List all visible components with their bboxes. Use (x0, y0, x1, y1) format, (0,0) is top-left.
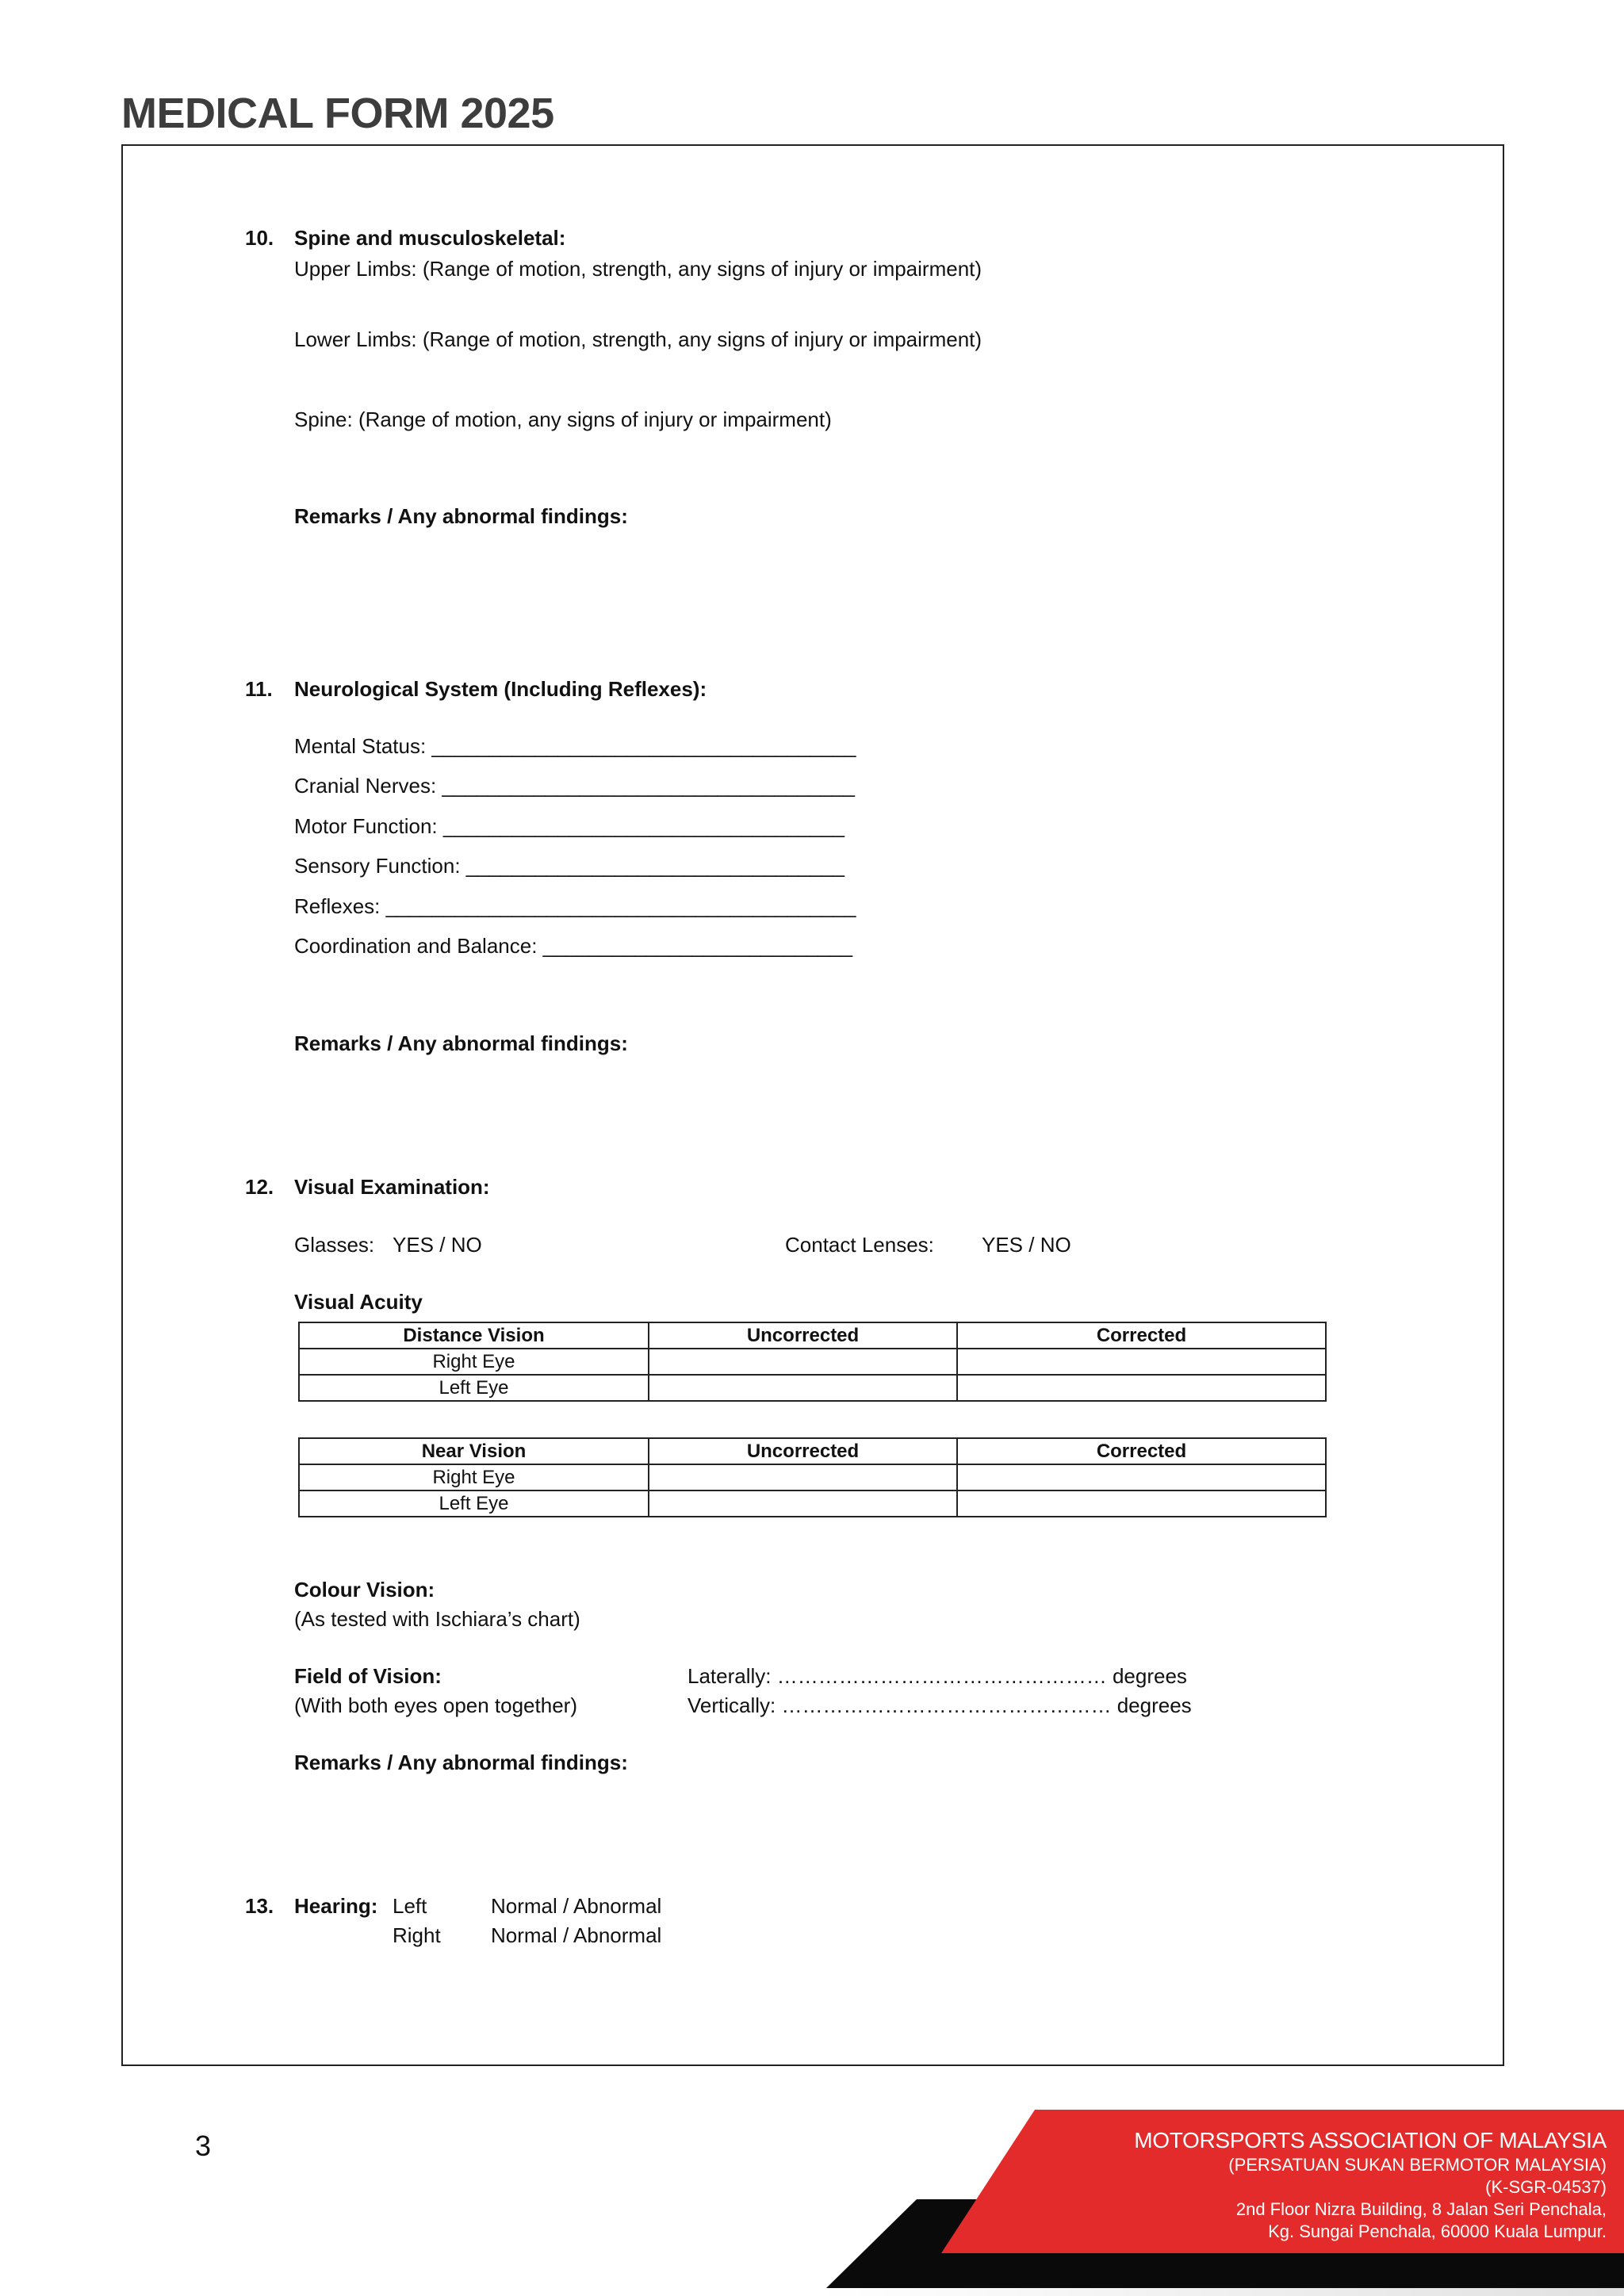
hearing-right-label: Right (393, 1923, 441, 1947)
uncorrected-cell[interactable] (649, 1490, 957, 1517)
hearing-left-value: Normal / Abnormal (491, 1894, 662, 1918)
table-row (299, 1349, 1326, 1375)
spine-label: Spine: (Range of motion, any signs of injury or impairment) (294, 408, 832, 431)
section-12-remarks: Remarks / Any abnormal findings: (294, 1751, 628, 1774)
footer-address-line-1: 2nd Floor Nizra Building, 8 Jalan Seri Penchala, (1235, 2199, 1607, 2219)
section-11-number: 11. (245, 677, 273, 701)
footer-address-line-2: Kg. Sungai Penchala, 60000 Kuala Lumpur. (1268, 2221, 1607, 2241)
upper-limbs-label: Upper Limbs: (Range of motion, strength, any signs of injury or impairment) (294, 257, 982, 281)
section-10-heading: Spine and musculoskeletal: (294, 226, 566, 250)
motor-function-field: Motor Function: ___________________________________ (294, 814, 845, 838)
laterally-field: Laterally: ………………………………………… degrees (688, 1664, 1187, 1688)
coordination-field: Coordination and Balance: ___________________________ (294, 934, 853, 958)
hearing-right-value: Normal / Abnormal (491, 1923, 662, 1947)
corrected-cell[interactable] (957, 1349, 1326, 1375)
vertically-field: Vertically: ………………………………………… degrees (688, 1693, 1192, 1717)
row-label: Left Eye (299, 1490, 649, 1517)
row-label: Right Eye (299, 1349, 649, 1375)
contacts-label: Contact Lenses: (785, 1233, 934, 1257)
uncorrected-cell[interactable] (649, 1349, 957, 1375)
distance-vision-header: Distance Vision (299, 1322, 649, 1349)
footer-org-local: (PERSATUAN SUKAN BERMOTOR MALAYSIA) (1228, 2155, 1607, 2175)
footer-org-name: MOTORSPORTS ASSOCIATION OF MALAYSIA (1134, 2128, 1607, 2152)
visual-acuity-heading: Visual Acuity (294, 1290, 423, 1314)
section-13-number: 13. (245, 1894, 274, 1918)
glasses-value: YES / NO (393, 1233, 482, 1257)
row-label: Right Eye (299, 1464, 649, 1490)
hearing-heading: Hearing: (294, 1894, 378, 1918)
colour-vision-heading: Colour Vision: (294, 1578, 435, 1601)
form-frame (121, 144, 1504, 2066)
field-of-vision-note: (With both eyes open together) (294, 1693, 577, 1717)
hearing-left-label: Left (393, 1894, 427, 1918)
colour-vision-note: (As tested with Ischiara’s chart) (294, 1607, 580, 1631)
uncorrected-header: Uncorrected (649, 1438, 957, 1464)
uncorrected-cell[interactable] (649, 1464, 957, 1490)
table-row (299, 1375, 1326, 1401)
corrected-cell[interactable] (957, 1375, 1326, 1401)
contacts-value: YES / NO (982, 1233, 1071, 1257)
section-11-remarks: Remarks / Any abnormal findings: (294, 1031, 628, 1055)
section-12-heading: Visual Examination: (294, 1175, 490, 1199)
uncorrected-header: Uncorrected (649, 1322, 957, 1349)
page-number: 3 (195, 2130, 212, 2162)
corrected-cell[interactable] (957, 1464, 1326, 1490)
section-10-number: 10. (245, 226, 274, 250)
uncorrected-cell[interactable] (649, 1375, 957, 1401)
cranial-nerves-field: Cranial Nerves: ____________________________________ (294, 774, 855, 798)
footer-address-block (1134, 2127, 1607, 2243)
field-of-vision-heading: Field of Vision: (294, 1664, 442, 1688)
reflexes-field: Reflexes: _________________________________________ (294, 894, 856, 918)
near-vision-header: Near Vision (299, 1438, 649, 1464)
page-title: MEDICAL FORM 2025 (121, 90, 554, 137)
sensory-function-field: Sensory Function: _________________________________ (294, 854, 845, 878)
mental-status-field: Mental Status: _____________________________________ (294, 734, 856, 758)
footer-registration: (K-SGR-04537) (1485, 2177, 1607, 2197)
near-vision-table (298, 1437, 1327, 1517)
table-row (299, 1464, 1326, 1490)
row-label: Left Eye (299, 1375, 649, 1401)
corrected-header: Corrected (957, 1322, 1326, 1349)
distance-vision-table (298, 1322, 1327, 1402)
section-10-remarks: Remarks / Any abnormal findings: (294, 504, 628, 528)
table-row (299, 1490, 1326, 1517)
corrected-header: Corrected (957, 1438, 1326, 1464)
corrected-cell[interactable] (957, 1490, 1326, 1517)
section-12-number: 12. (245, 1175, 274, 1199)
section-11-heading: Neurological System (Including Reflexes): (294, 677, 707, 701)
glasses-label: Glasses: (294, 1233, 375, 1257)
lower-limbs-label: Lower Limbs: (Range of motion, strength, any signs of injury or impairment) (294, 327, 982, 351)
